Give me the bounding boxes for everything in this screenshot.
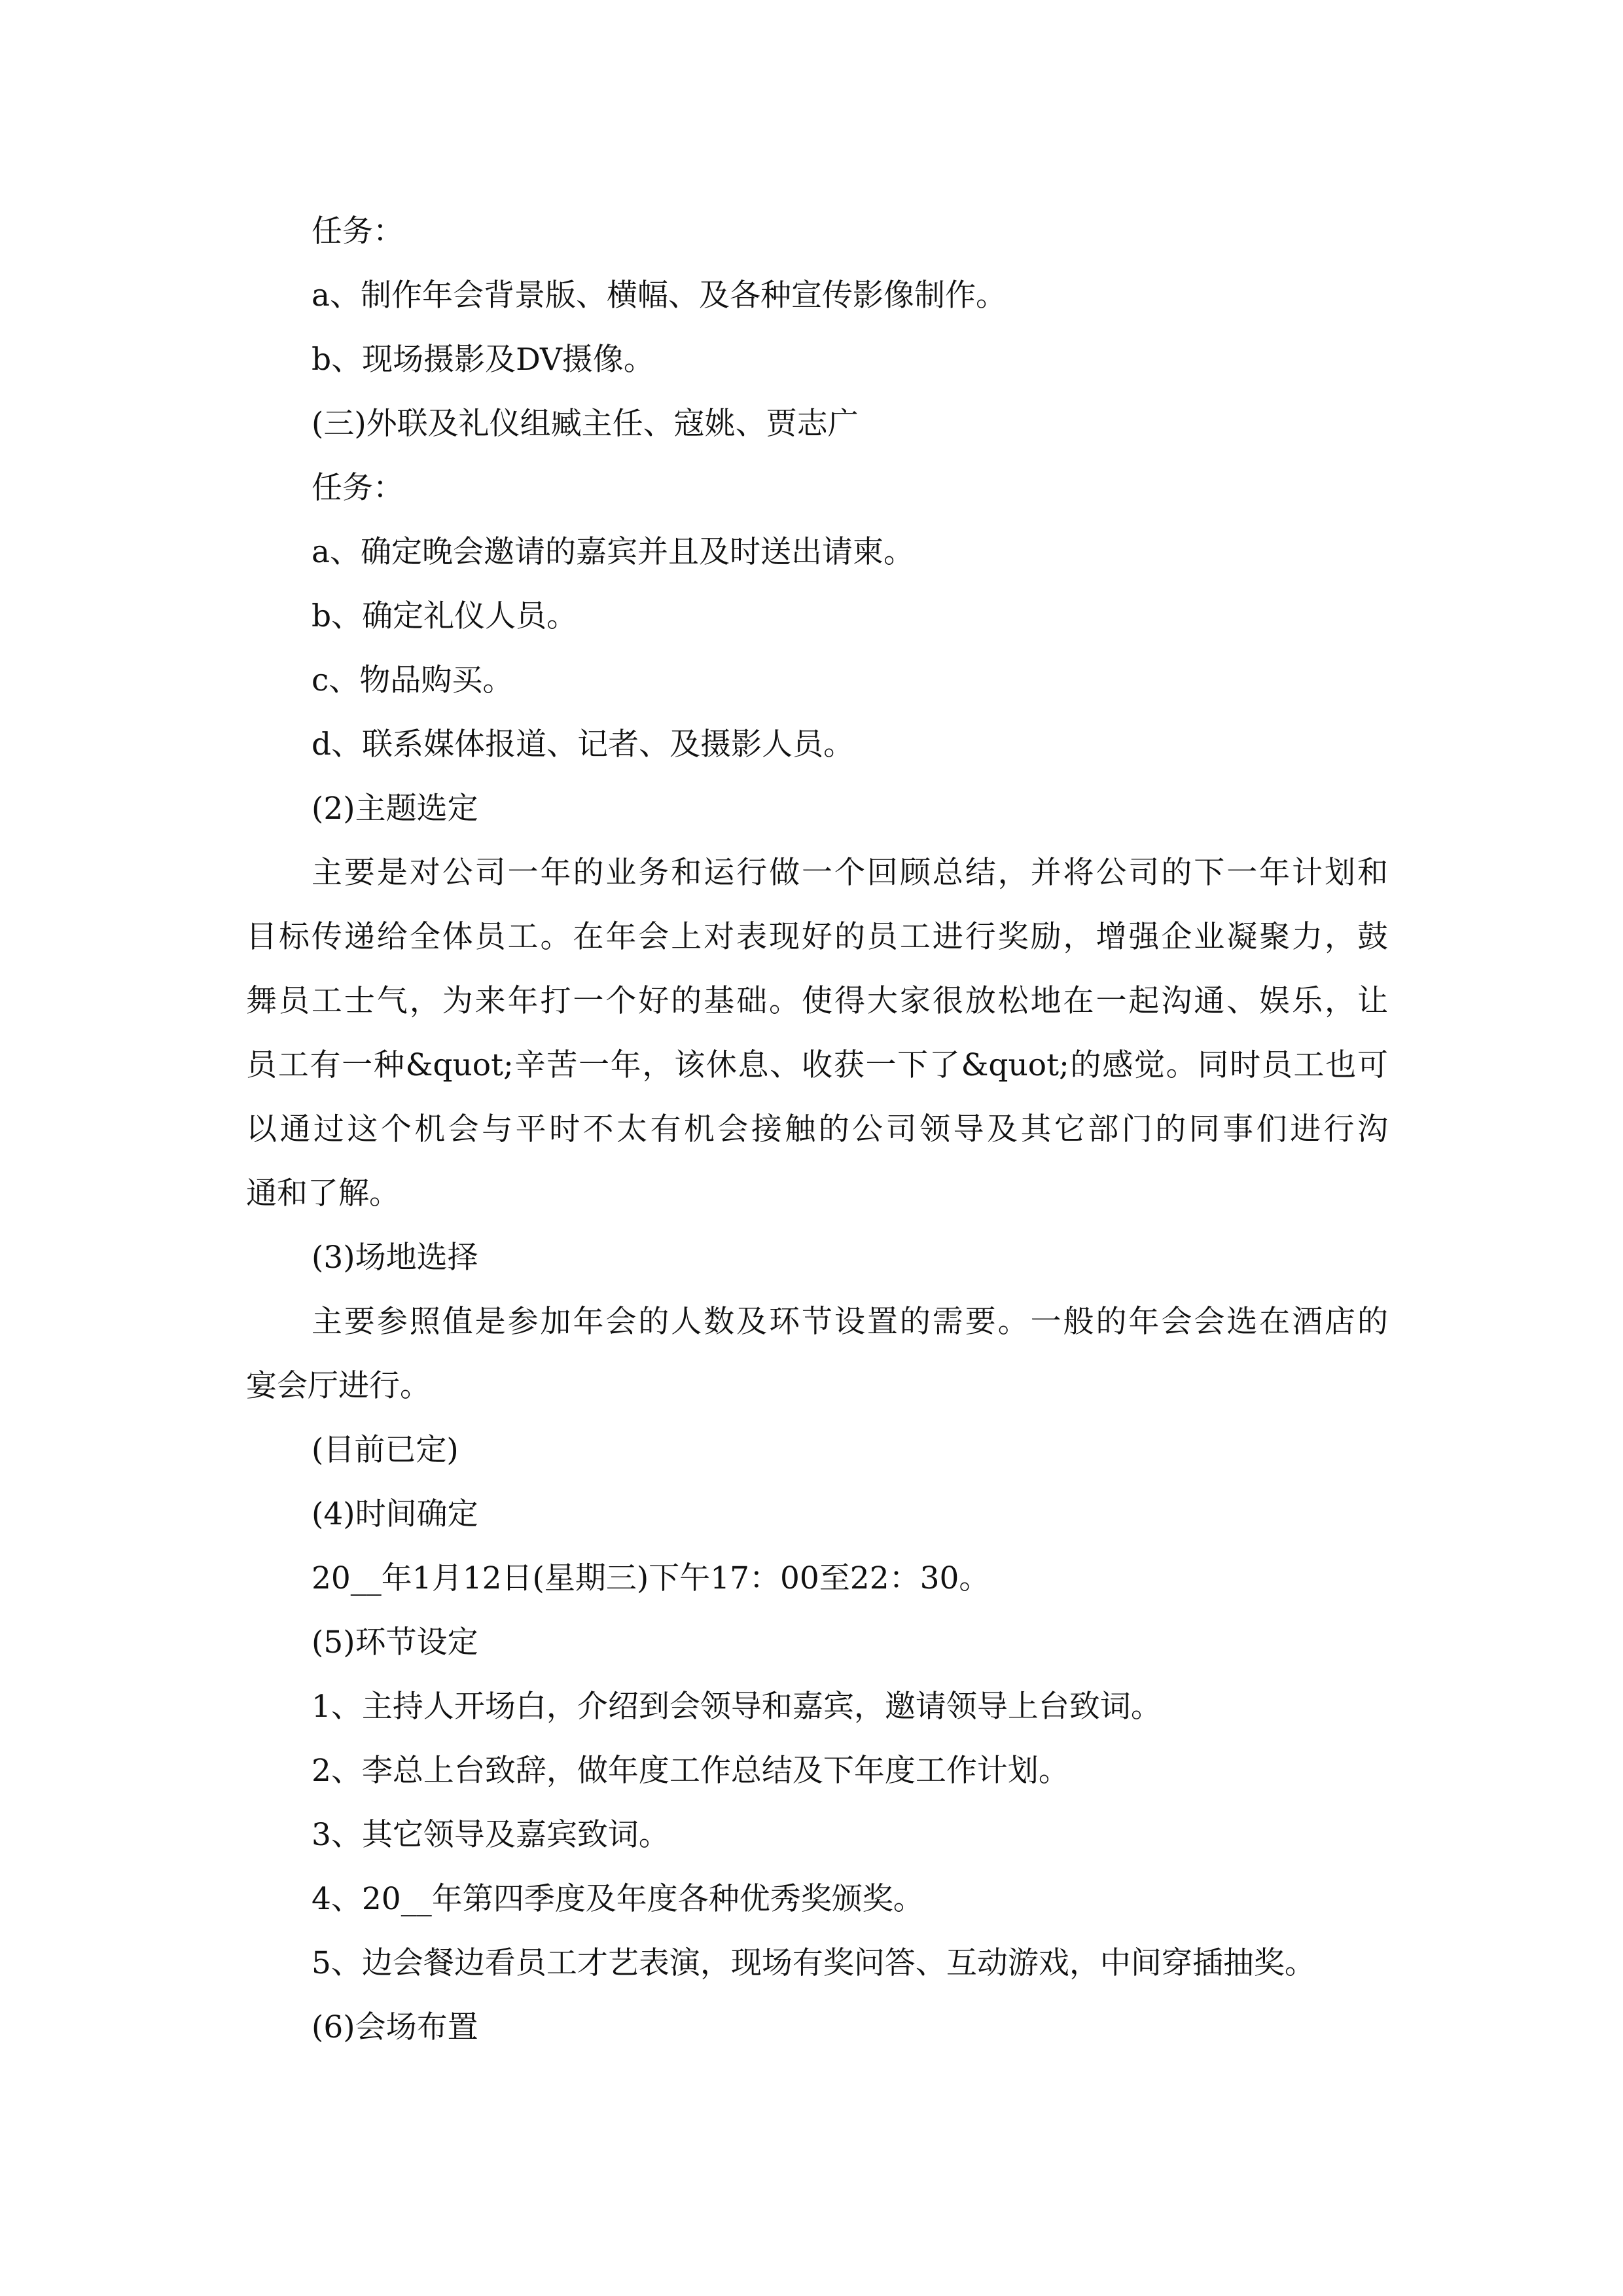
paragraph-line: 通和了解。 [246,1175,400,1211]
list-item: 1、主持人开场白，介绍到会领导和嘉宾，邀请领导上台致词。 [312,1689,1162,1725]
paragraph-line: 舞员工士气，为来年打一个好的基础。使得大家很放松地在一起沟通、娱乐，让 [246,983,1388,1019]
text-line: a、制作年会背景版、横幅、及各种宣传影像制作。 [312,278,1007,314]
paragraph-line: 员工有一种&quot;辛苦一年，该休息、收获一下了&quot;的感觉。同时员工也可 [246,1047,1388,1083]
text-line: a、确定晚会邀请的嘉宾并且及时送出请柬。 [312,534,915,570]
paragraph-line: 宴会厅进行。 [246,1368,431,1404]
paragraph-line: 主要参照值是参加年会的人数及环节设置的需要。一般的年会会选在酒店的 [312,1304,1388,1340]
text-line: c、物品购买。 [312,662,514,698]
text-line: 20__年1月12日(星期三)下午17：00至22：30。 [312,1560,990,1596]
list-item: 2、李总上台致辞，做年度工作总结及下年度工作计划。 [312,1753,1069,1789]
section-heading: (2)主题选定 [312,791,478,827]
paragraph-line: 目标传递给全体员工。在年会上对表现好的员工进行奖励，增强企业凝聚力，鼓 [246,919,1388,955]
text-line: b、确定礼仪人员。 [312,598,578,634]
paragraph-line: 以通过这个机会与平时不太有机会接触的公司领导及其它部门的同事们进行沟 [246,1111,1388,1147]
document-body [246,200,1388,2060]
section-heading: (3)场地选择 [312,1240,478,1276]
list-item: 3、其它领导及嘉宾致词。 [312,1817,669,1853]
list-item: 5、边会餐边看员工才艺表演，现场有奖问答、互动游戏，中间穿插抽奖。 [312,1945,1315,1981]
text-line: (三)外联及礼仪组臧主任、寇姚、贾志广 [312,406,859,442]
section-heading: (6)会场布置 [312,2009,478,2045]
text-line: 任务： [312,470,404,506]
text-line: (目前已定) [312,1432,459,1468]
paragraph-line: 主要是对公司一年的业务和运行做一个回顾总结，并将公司的下一年计划和 [312,855,1388,891]
section-heading: (4)时间确定 [312,1496,478,1532]
list-item: 4、20__年第四季度及年度各种优秀奖颁奖。 [312,1881,924,1917]
section-heading: (5)环节设定 [312,1624,478,1660]
venue-paragraph [246,1290,1388,1418]
text-line: b、现场摄影及DV摄像。 [312,342,654,378]
text-line: 任务： [312,213,404,249]
theme-paragraph [246,841,1388,1226]
text-line: d、联系媒体报道、记者、及摄影人员。 [312,726,855,762]
